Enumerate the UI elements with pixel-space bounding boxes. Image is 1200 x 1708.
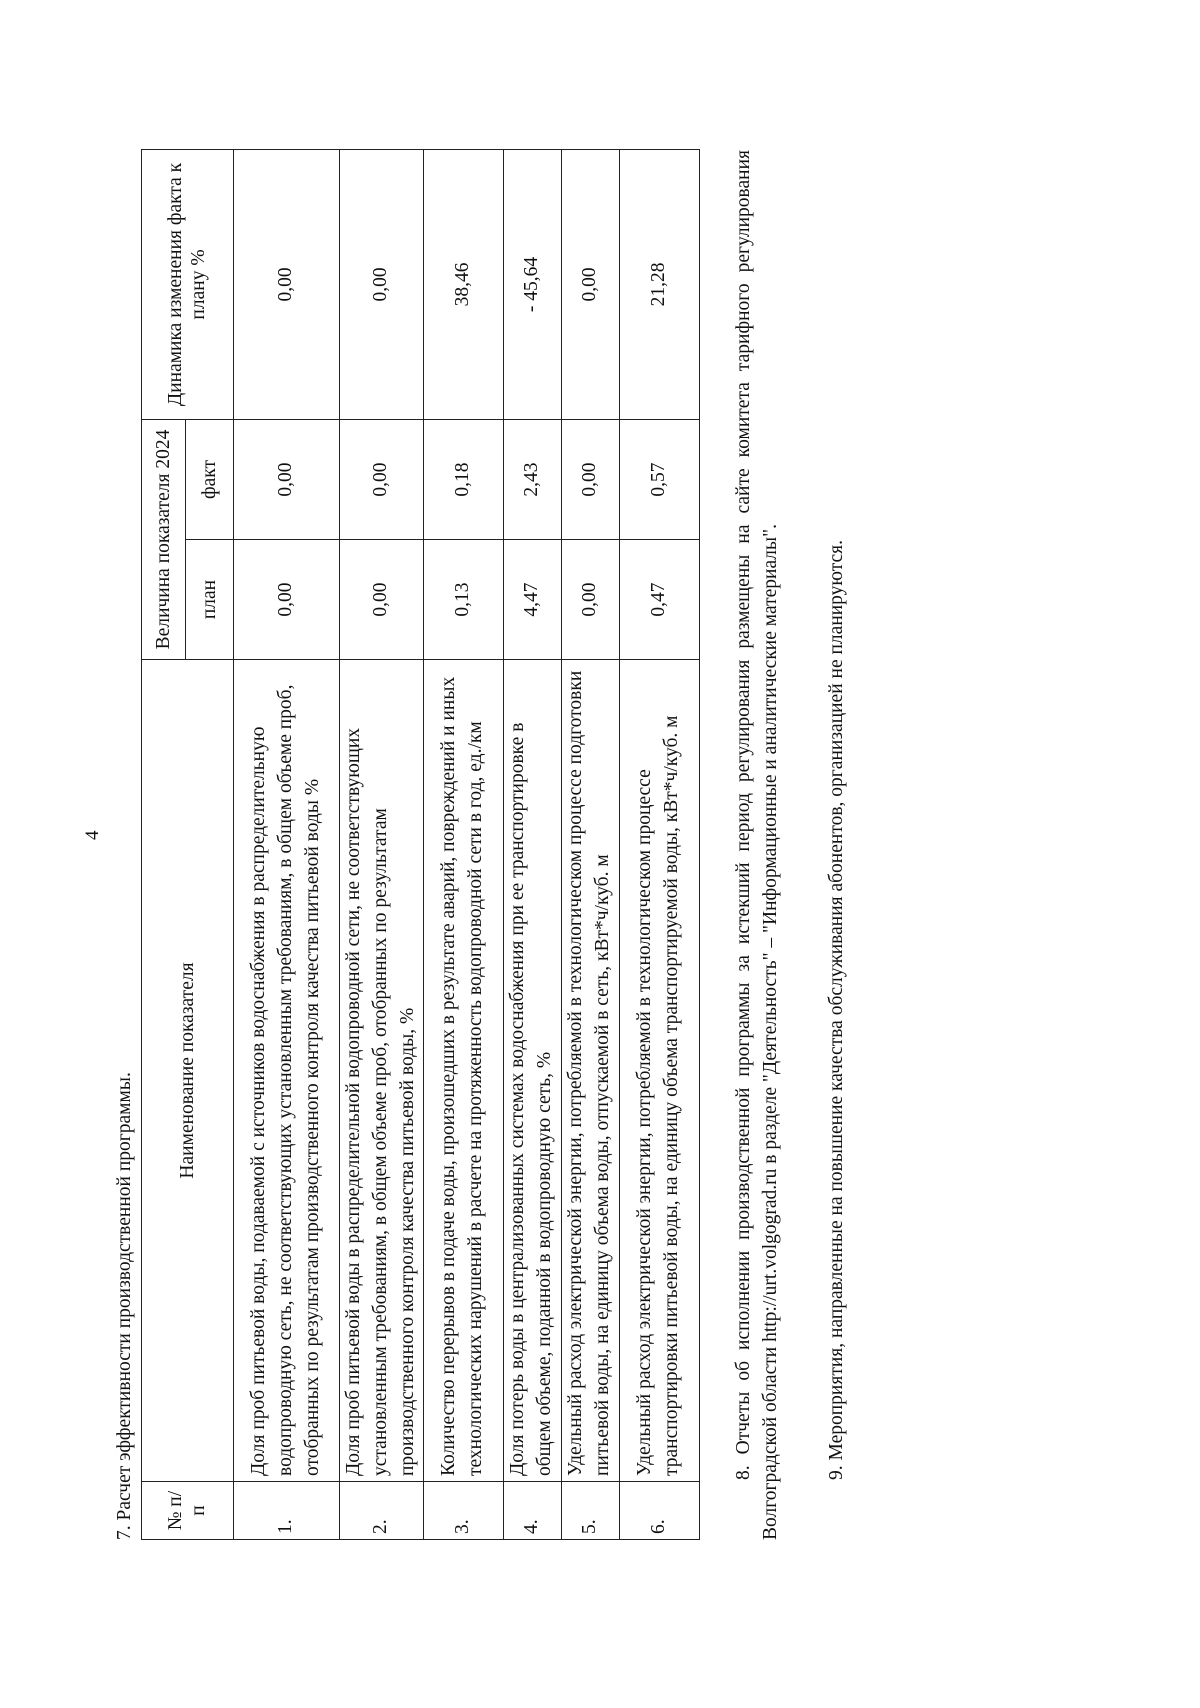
row-dynamics: 21,28 — [619, 149, 699, 419]
row-num: 3. — [423, 1482, 503, 1540]
paragraph-8: 8. Отчеты об исполнении производственной программы за истекший период регулирования размещены на сайте комитета тарифного регулирования Волгоградской области http://urt.volgograd.ru в разделе "Деятельность" – "Информационные и аналитические материалы". — [732, 150, 781, 1540]
row-dynamics: 38,46 — [423, 149, 503, 419]
row-name: Количество перерывов в подаче воды, произошедших в результате аварий, повреждений и иных технологических нарушений в расчете на протяженность водопроводной сети в год, ед./км — [423, 660, 503, 1482]
table-row — [561, 149, 619, 1539]
header-dynamics: Динамика изменения факта к плану % — [141, 149, 233, 419]
row-plan: 0,00 — [561, 540, 619, 660]
page-number: 4 — [82, 830, 103, 840]
row-num: 5. — [561, 1482, 619, 1540]
header-fact: факт — [185, 419, 233, 539]
row-fact: 2,43 — [503, 419, 561, 539]
section-heading: 7. Расчет эффективности производственной программы. — [114, 1072, 135, 1540]
row-name: Доля проб питьевой воды, подаваемой с источников водоснабжения в распределительную водопроводную сеть, не соответствующих установленным требованиям, в общем объеме проб, отобранных по результатам производственного контроля качества питьевой воды % — [233, 660, 339, 1482]
row-num: 1. — [233, 1482, 339, 1540]
table-row — [503, 149, 561, 1539]
row-dynamics: 0,00 — [233, 149, 339, 419]
row-num: 4. — [503, 1482, 561, 1540]
row-plan: 0,00 — [339, 540, 423, 660]
row-name: Доля проб питьевой воды в распределительной водопроводной сети, не соответствующих установленным требованиям, в общем объеме проб, отобранных по результатам производственного контроля качества питьевой воды, % — [339, 660, 423, 1482]
row-plan: 0,13 — [423, 540, 503, 660]
row-name: Доля потерь воды в централизованных системах водоснабжения при ее транспортировке в общем объеме, поданной в водопроводную сеть, % — [503, 660, 561, 1482]
table-row — [423, 149, 503, 1539]
row-num: 2. — [339, 1482, 423, 1540]
row-num: 6. — [619, 1482, 699, 1540]
row-plan: 4,47 — [503, 540, 561, 660]
row-name: Удельный расход электрической энергии, потребляемой в технологическом процессе подготовки питьевой воды, на единицу объема воды, отпускаемой в сеть, кВт*ч/куб. м — [561, 660, 619, 1482]
row-plan: 0,00 — [233, 540, 339, 660]
row-fact: 0,00 — [233, 419, 339, 539]
row-dynamics: 0,00 — [561, 149, 619, 419]
rotated-page-content — [112, 150, 851, 1540]
row-plan: 0,47 — [619, 540, 699, 660]
row-fact: 0,00 — [339, 419, 423, 539]
row-dynamics: - 45,64 — [503, 149, 561, 419]
row-dynamics: 0,00 — [339, 149, 423, 419]
header-value-group: Величина показателя 2024 — [141, 419, 185, 659]
row-fact: 0,00 — [561, 419, 619, 539]
paragraph-9: 9. Мероприятия, направленные на повышение качества обслуживания абонентов, организацией не планируются. — [826, 540, 848, 1480]
row-name: Удельный расход электрической энергии, потребляемой в технологическом процессе транспортировки питьевой воды, на единицу объема транспортируемой воды, кВт*ч/куб. м — [619, 660, 699, 1482]
table-header-row — [141, 149, 185, 1539]
efficiency-table — [141, 149, 700, 1540]
header-plan: план — [185, 540, 233, 660]
row-fact: 0,57 — [619, 419, 699, 539]
table-row — [619, 149, 699, 1539]
row-fact: 0,18 — [423, 419, 503, 539]
header-name: Наименование показателя — [141, 660, 233, 1482]
table-row — [339, 149, 423, 1539]
table-row — [233, 149, 339, 1539]
header-num: № п/п — [141, 1482, 233, 1540]
